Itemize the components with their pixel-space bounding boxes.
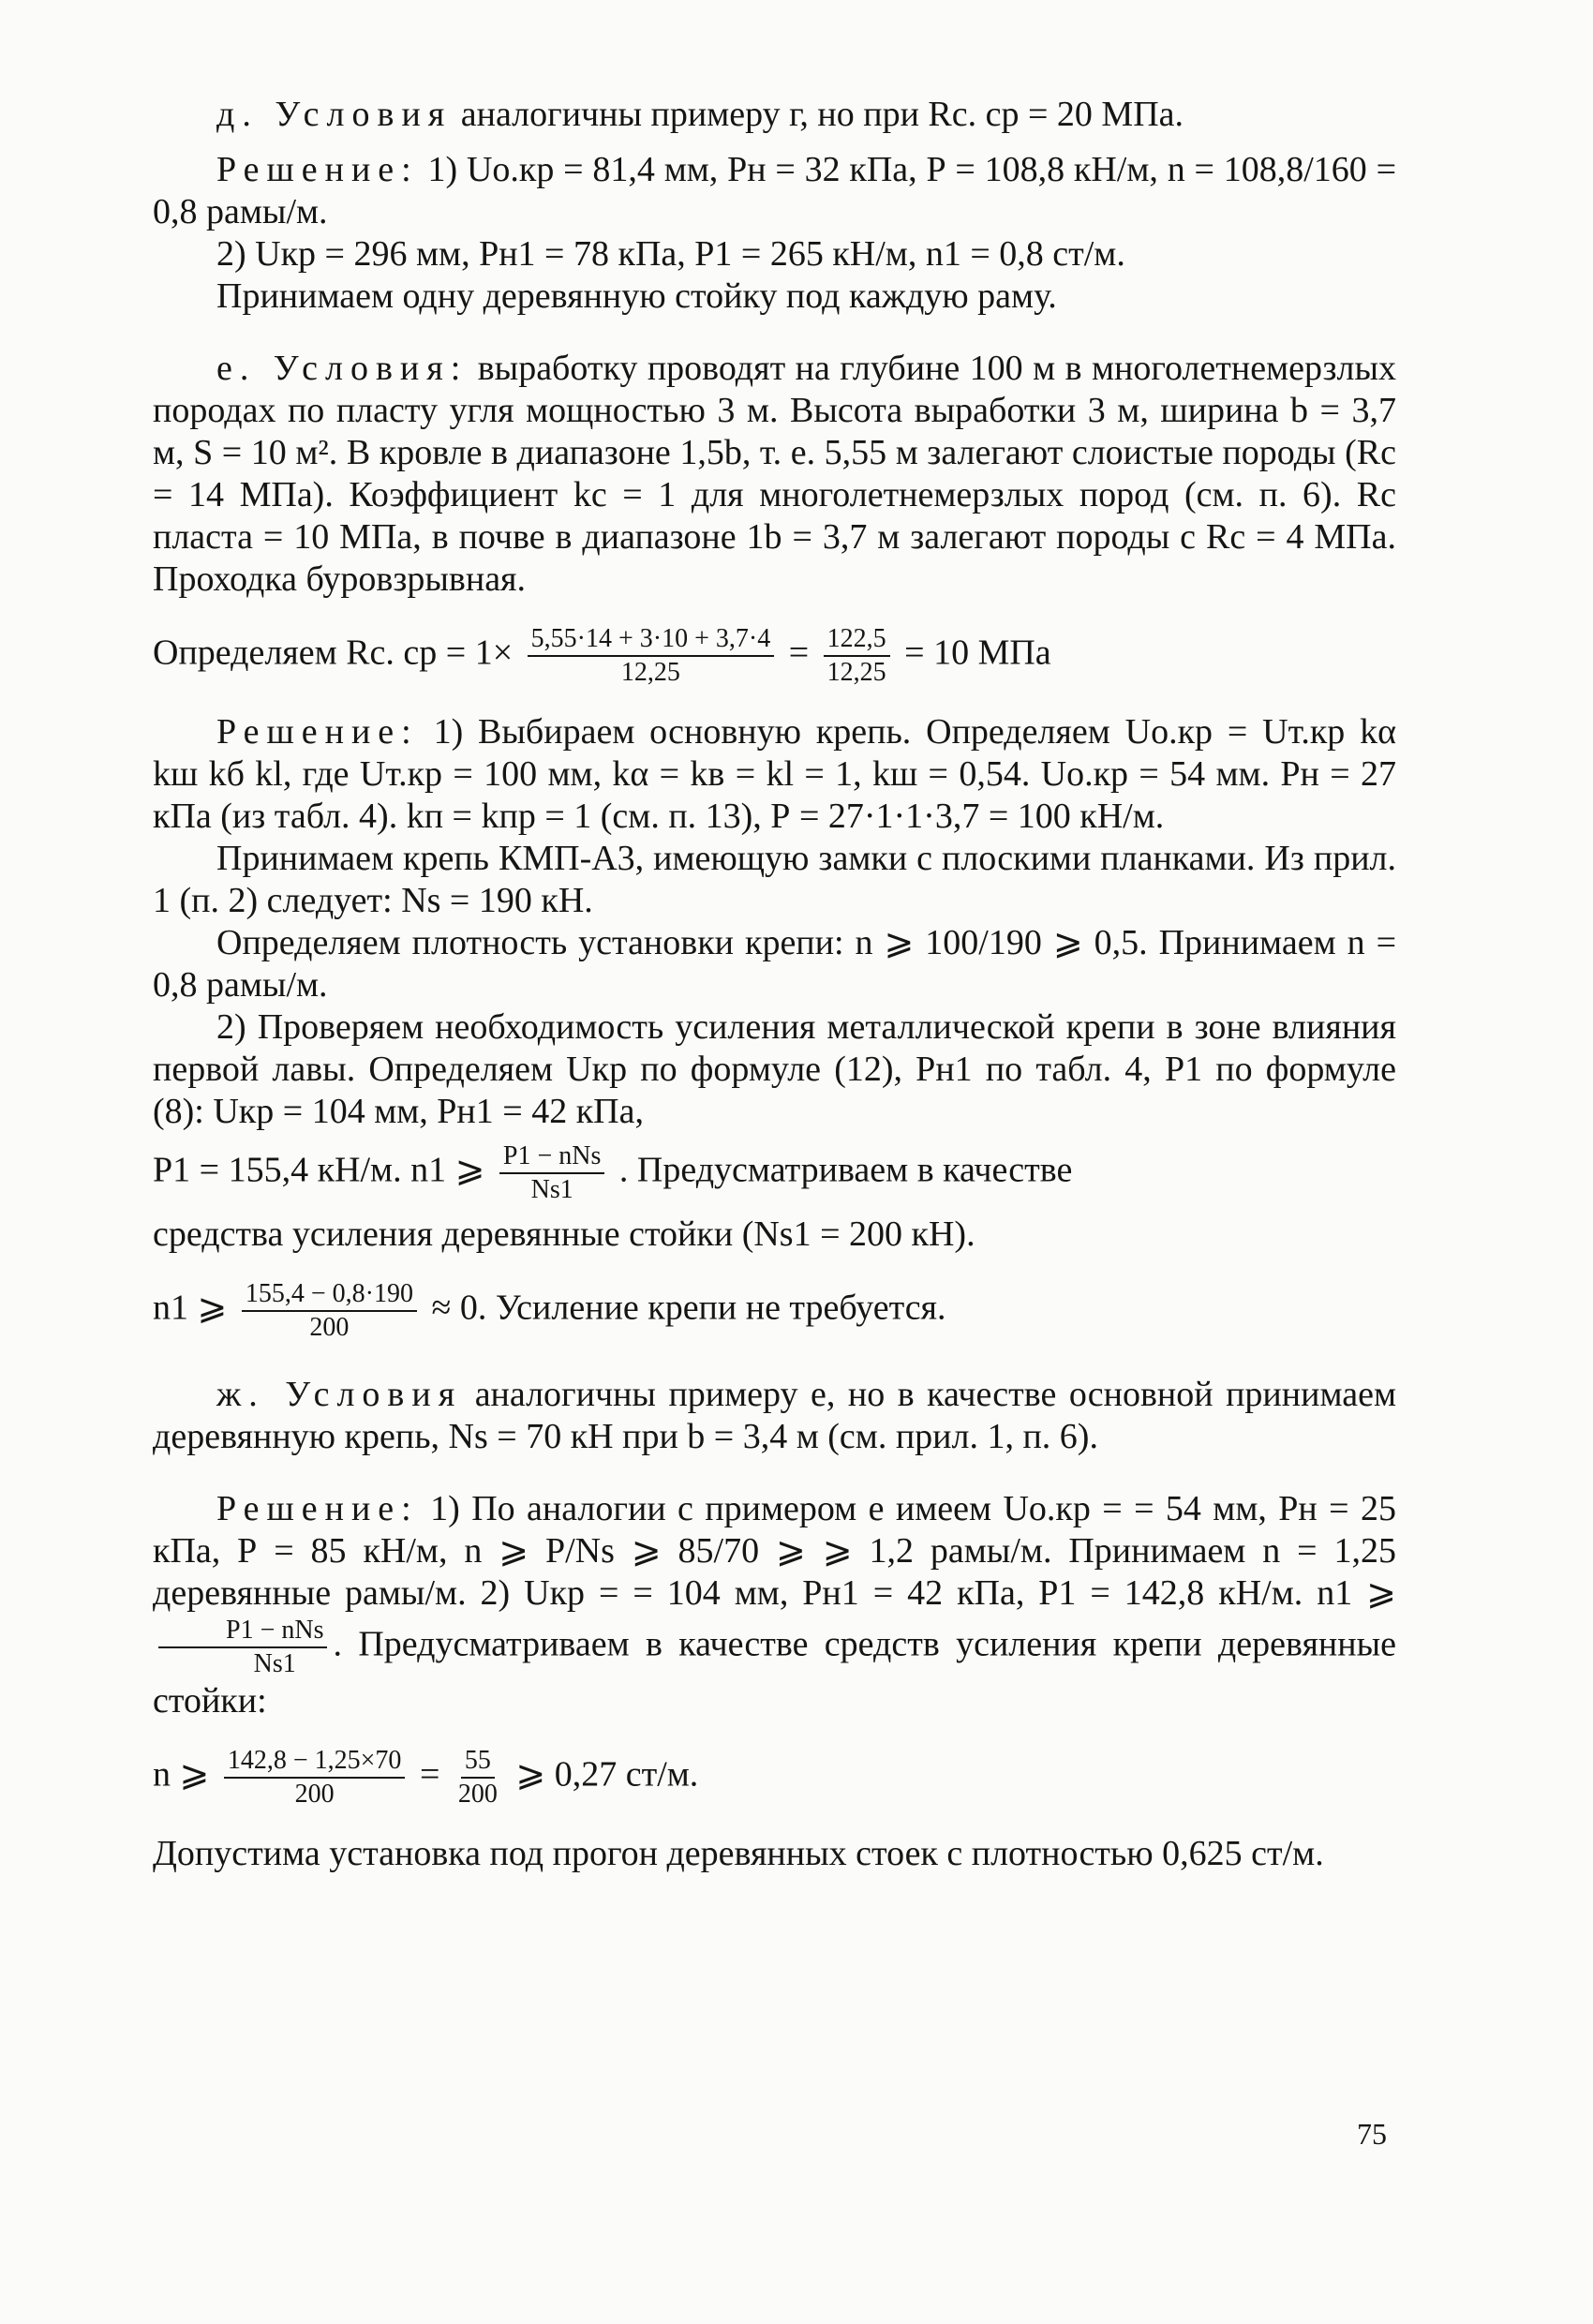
formula-n1-check: Р1 = 155,4 кН/м. n1 ⩾ $\frac{\text{Р1 − nNs}}{Ns1}$ . Предусматриваем в качестве — [153, 1141, 1073, 1204]
fraction-zh-n: $\frac{142,8 - 1,25\times 70}{200}$ — [224, 1745, 406, 1810]
paragraph-e-conditions: е. Условия: выработку проводят на глубине 100 м в многолетнемерзлых породах по пласту угля мощностью 3 м. Высота выработки 3 м, ширина b = 3,7 м, S = 10 м². В кровле в диапазоне 1,5b, т. е. 5,55 м залегают слоистые породы (Rс = 14 МПа). Коэффициент kс = 1 для многолетнемерзлых пород (см. п. 6). Rс пласта = 10 МПа, в почве в диапазоне 1b = 3,7 м залегают породы с Rс = 4 МПа. Проходка буровзрывная. — [153, 349, 1396, 599]
formula-rc-avg: Определяем Rс. ср = 1× $\frac{5,55\cdot 14 + 3\cdot 10 + 3,7\cdot 4}{12,25}$ = $\frac{122,5}{12,25}$ = 10 МПа — [153, 624, 1051, 687]
paragraph-zh-conditions: ж. Условия аналогичны примеру е, но в качестве основной принимаем деревянную крепь, Ns = 70 кН при b = 3,4 м (см. прил. 1, п. 6). — [153, 1375, 1397, 1456]
paragraph-d-solution-3: Принимаем одну деревянную стойку под каждую раму. — [216, 276, 1057, 316]
paragraph-e-solution-4: 2) Проверяем необходимость усиления металлической крепи в зоне влияния первой лавы. Определяем Uкр по формуле (12), Рн1 по табл. 4, Р1 по формуле (8): Uкр = 104 мм, Рн1 = 42 кПа, — [153, 1007, 1396, 1131]
fraction-zh-n-2: $\frac{55}{200}$ — [457, 1746, 498, 1809]
paragraph-e-solution-6: средства усиления деревянные стойки (Ns1 = 200 кН). — [153, 1214, 975, 1254]
paragraph-e-solution-3: Определяем плотность установки крепи: n ⩾ 100/190 ⩾ 0,5. Принимаем n = 0,8 рамы/м. — [153, 923, 1396, 1005]
label-d: д. Условия — [216, 95, 453, 134]
paragraph-zh-solution: Решение: 1) По аналогии с примером е имеем Uо.кр = = 54 мм, Рн = 25 кПа, Р = 85 кН/м, n ⩾ P/Ns ⩾ 85/70 ⩾ ⩾ 1,2 рамы/м. Принимаем n = 1,25 деревянные рамы/м. 2) Uкр = = 104 мм, Рн1 = 42 кПа, Р1 = 142,8 кН/м. n1 ⩾ $\frac{\text{Р1 − nNs}}{Ns1}$ . Предусматриваем в качестве средств усиления крепи деревянные стойки: — [153, 1489, 1396, 1721]
paragraph-d-conditions: д. Условия аналогичны примеру г, но при Rс. ср = 20 МПа. — [216, 95, 1184, 134]
page-number: 75 — [1357, 2117, 1387, 2151]
fraction-n1: $\frac{\text{Р1 − nNs}}{Ns1}$ — [499, 1140, 604, 1206]
paragraph-e-solution-2: Принимаем крепь КМП-А3, имеющую замки с плоскими планками. Из прил. 1 (п. 2) следует: Ns = 190 кН. — [153, 839, 1396, 920]
fraction-rc: $\frac{5,55\cdot 14 + 3\cdot 10 + 3,7\cdot 4}{12,25}$ — [528, 623, 775, 689]
formula-zh-n: n ⩾ $\frac{142,8 - 1,25\times 70}{200}$ = $\frac{55}{200}$ ⩾ 0,27 ст/м. — [153, 1746, 699, 1809]
fraction-n1-result: $\frac{155,4 - 0,8\cdot 190}{200}$ — [242, 1278, 417, 1344]
formula-n1-result: n1 ⩾ $\frac{155,4 - 0,8\cdot 190}{200}$ ≈ 0. Усиление крепи не требуется. — [153, 1279, 946, 1342]
text-column — [153, 94, 1396, 1875]
paragraph-d-solution-2: 2) Uкр = 296 мм, Рн1 = 78 кПа, Р1 = 265 кН/м, n1 = 0,8 ст/м. — [216, 234, 1125, 274]
fraction-zh-n1: $\frac{\text{Р1 − nNs}}{Ns1}$ — [158, 1615, 327, 1680]
paragraph-e-solution-1: Решение: 1) Выбираем основную крепь. Определяем Uо.кр = Uт.кр kα kш kб kl, где Uт.кр = 100 мм, kα = kв = kl = 1, kш = 0,54. Uо.кр = 54 мм. Рн = 27 кПа (из табл. 4). kп = kпр = 1 (см. п. 13), Р = 27·1·1·3,7 = 100 кН/м. — [153, 712, 1397, 836]
fraction-rc-2: $\frac{122,5}{12,25}$ — [824, 623, 890, 689]
paragraph-d-solution: Решение: 1) Uо.кр = 81,4 мм, Рн = 32 кПа, Р = 108,8 кН/м, n = 108,8/160 = 0,8 рамы/м. — [153, 150, 1396, 231]
paragraph-final: Допустима установка под прогон деревянных стоек с плотностью 0,625 ст/м. — [153, 1834, 1324, 1873]
